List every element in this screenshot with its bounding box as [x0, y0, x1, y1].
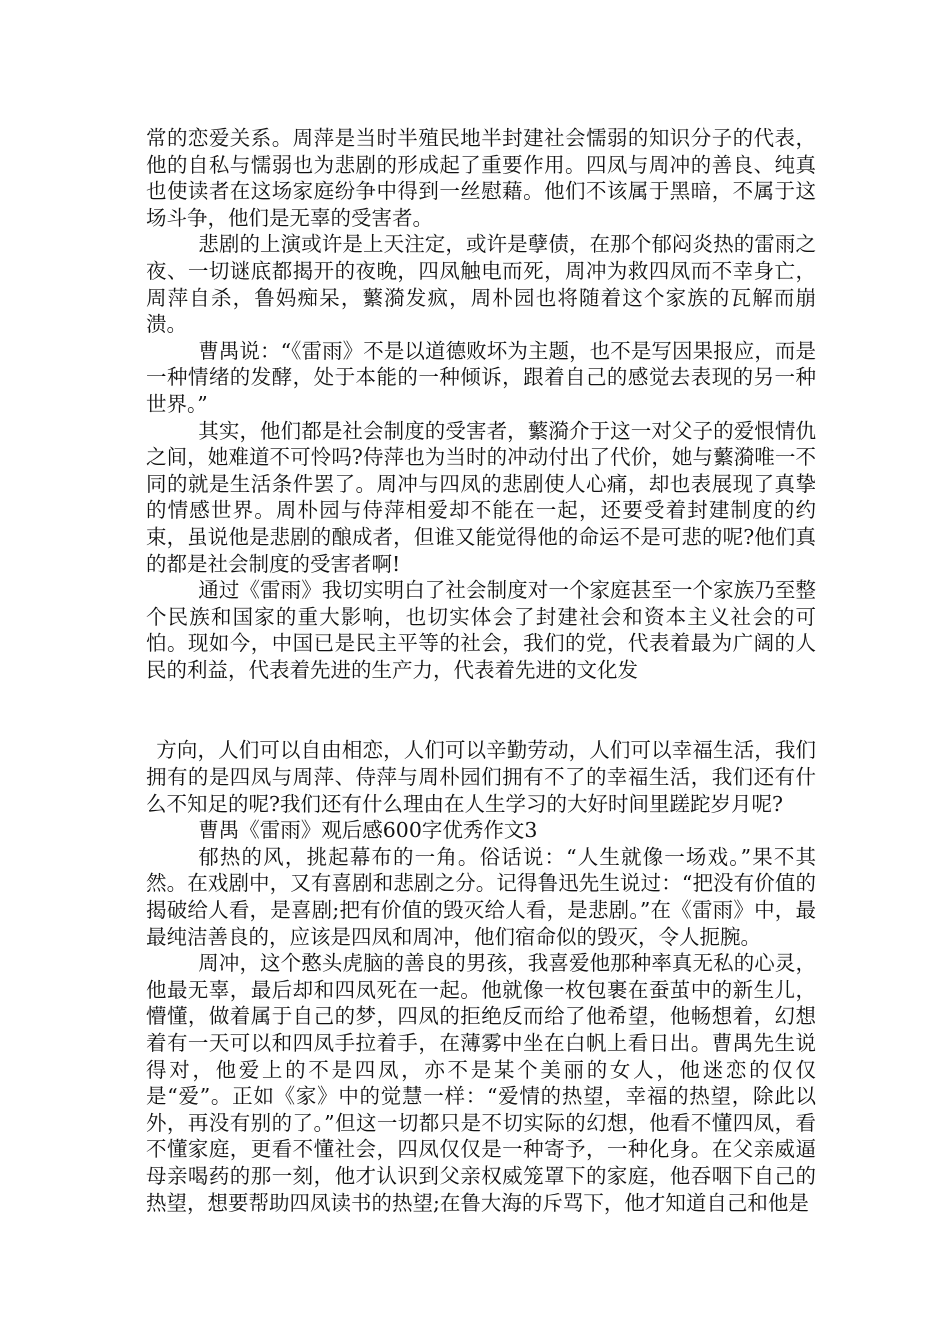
paragraph-cao-yu-quote: 曹禺说：“《雷雨》不是以道德败坏为主题，也不是写因果报应，而是一种情绪的发酵，处于本能的一种倾诉，跟着自己的感觉去表现的另一种世界。”: [146, 338, 816, 416]
paragraph-zhou-chong: 周冲，这个憨头虎脑的善良的男孩，我喜爱他那种率真无私的心灵，他最无辜，最后却和四凤死在一起。他就像一枚包裹在蚕茧中的新生儿，懵懂，做着属于自己的梦，四凤的拒绝反而给了他希望，他畅想着，幻想着有一天可以和四凤手拉着手，在薄雾中坐在白帆上看日出。曹禺先生说得对，他爱上的不是四凤，亦不是某个美丽的女人，他迷恋的仅仅是“爱”。正如《家》中的觉慧一样：“爱情的热望，幸福的热望，除此以外，再没有别的了。”但这一切都只是不切实际的幻想，他看不懂四凤，看不懂家庭，更看不懂社会，四凤仅仅是一种寄予，一种化身。在父亲威逼母亲喝药的那一刻，他才认识到父亲权威笼罩下的家庭，他吞咽下自己的热望，想要帮助四凤读书的热望;在鲁大海的斥骂下，他才知道自己和他是: [146, 951, 816, 1215]
paragraph-intro: 郁热的风，挑起幕布的一角。俗话说：“人生就像一场戏。”果不其然。在戏剧中，又有喜剧和悲剧之分。记得鲁迅先生说过：“把没有价值的揭破给人看，是喜剧;把有价值的毁灭给人看，是悲剧。”在《雷雨》中，最最纯洁善良的，应该是四凤和周冲，他们宿命似的毁灭，令人扼腕。: [146, 844, 816, 949]
paragraph-continuation: 常的恋爱关系。周萍是当时半殖民地半封建社会懦弱的知识分子的代表，他的自私与懦弱也为悲剧的形成起了重要作用。四凤与周冲的善良、纯真也使读者在这场家庭纷争中得到一丝慰藉。他们不该属于黑暗，不属于这场斗争，他们是无辜的受害者。: [146, 126, 816, 230]
document-page: [146, 125, 816, 1216]
paragraph-tragedy: 悲剧的上演或许是上天注定，或许是孽债，在那个郁闷炎热的雷雨之夜、一切谜底都揭开的夜晚，四凤触电而死，周冲为救四凤而不幸身亡，周萍自杀，鲁妈痴呆，蘩漪发疯，周朴园也将随着这个家族的瓦解而崩溃。: [146, 232, 816, 337]
page-break-gap: [146, 683, 816, 737]
paragraph-victims: 其实，他们都是社会制度的受害者，蘩漪介于这一对父子的爱恨情仇之间，她难道不可怜吗?侍萍也为当时的冲动付出了代价，她与蘩漪唯一不同的就是生活条件罢了。周冲与四凤的悲剧使人心痛，却也表展现了真挚的情感世界。周朴园与侍萍相爱却不能在一起，还要受着封建制度的约束，虽说他是悲剧的酿成者，但谁又能觉得他的命运不是可悲的呢?他们真的都是社会制度的受害者啊!: [146, 418, 816, 576]
essay-heading: 曹禺《雷雨》观后感600字优秀作文3: [198, 818, 538, 843]
paragraph-reflection: 通过《雷雨》我切实明白了社会制度对一个家庭甚至一个家族乃至整个民族和国家的重大影响，也切实体会了封建社会和资本主义社会的可怕。现如今，中国已是民主平等的社会，我们的党，代表着最为广阔的人民的利益，代表着先进的生产力，代表着先进的文化发: [146, 578, 816, 682]
paragraph-continuation-2: 方向，人们可以自由相恋，人们可以辛勤劳动，人们可以幸福生活，我们拥有的是四凤与周萍、侍萍与周朴园们拥有不了的幸福生活，我们还有什么不知足的呢?我们还有什么理由在人生学习的大好时间里蹉跎岁月呢?: [146, 738, 816, 816]
